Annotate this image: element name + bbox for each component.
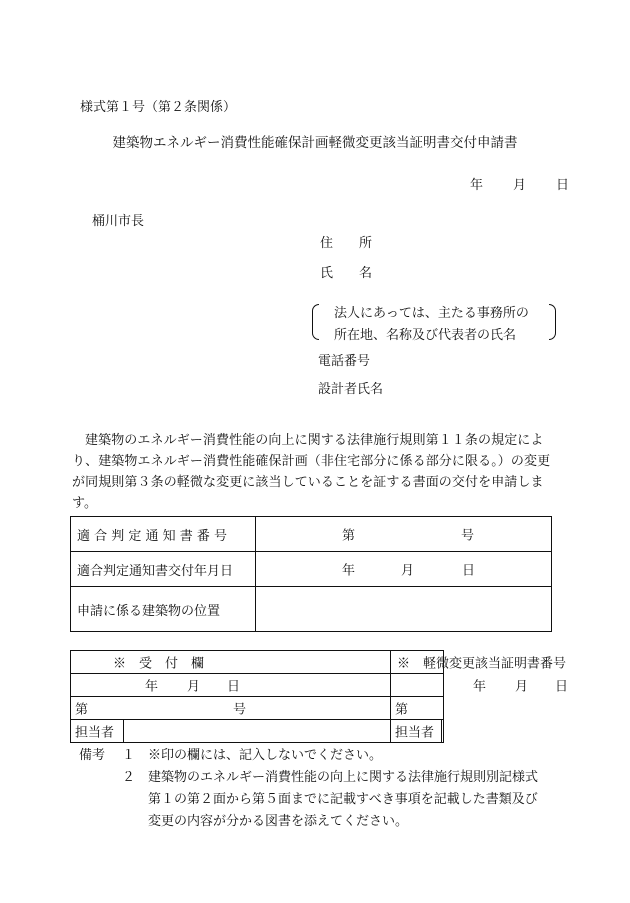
left-bracket [312,304,319,340]
day-label: 日 [227,679,241,695]
table-row [71,587,552,632]
name-label: 氏 名 [320,266,373,281]
notice-date-field[interactable] [256,552,552,587]
date-month-label: 月 [513,178,527,193]
month-label: 月 [401,563,415,579]
building-location-label: 申請に係る建築物の位置 [71,587,256,632]
year-label: 年 [472,679,486,695]
table-row [71,697,444,720]
certificate-number-header-text: ※ 軽微変更該当証明書番号 [396,656,566,672]
addressee: 桶川市長 [92,214,145,229]
corp-note-line2: 所在地、名称及び代表者の氏名 [334,328,517,343]
year-label: 年 [145,679,159,695]
certificate-number-field[interactable] [390,697,443,720]
statement-line2: り、建築物エネルギー消費性能確保計画（非住宅部分に係る部分に限る。）の変更 [72,454,551,469]
dai-label: 第 [342,528,356,544]
statement-line1: 建築物のエネルギー消費性能の向上に関する法律施行規則第１１条の規定によ [85,433,544,448]
application-info-table [70,516,552,632]
certificate-staff-label [390,720,441,743]
note1-number: １ [122,748,136,763]
notice-number-field[interactable] [256,517,552,552]
application-date [470,174,569,193]
corp-note-line1: 法人にあっては、主たる事務所の [334,306,529,321]
reception-header-text: ※ 受 付 欄 [113,656,205,672]
note2-line3: 変更の内容が分かる図書を添えてください。 [148,814,409,829]
staff-label-text: 担当者 [394,725,434,741]
statement-line3: が同規則第３条の軽微な変更に該当していることを証する書面の交付を申請しま [72,475,544,490]
note1-text: ※印の欄には、記入しないでください。 [148,748,383,763]
note2-number: ２ [122,770,136,785]
certificate-staff-field[interactable] [441,720,443,743]
notice-date-label: 適合判定通知書交付年月日 [71,552,256,587]
building-location-field[interactable] [256,587,552,632]
office-use-table [70,650,568,743]
date-year-label: 年 [470,178,484,193]
dai-label: 第 [75,702,89,718]
day-label: 日 [462,563,476,579]
address-label: 住 所 [320,236,373,251]
month-label: 月 [514,679,528,695]
dai-label: 第 [394,702,408,718]
reception-staff-label [71,720,124,743]
statement-line4: す。 [72,496,98,511]
certificate-number-header [390,651,566,674]
note2-line2: 第１の第２面から第５面までに記載すべき事項を記載した書類及び [148,792,538,807]
application-statement [72,430,558,514]
date-day-label: 日 [556,178,570,193]
year-label: 年 [342,563,356,579]
designer-label: 設計者氏名 [318,382,384,397]
form-number: 様式第１号（第２条関係） [80,100,237,115]
phone-label: 電話番号 [318,354,371,369]
right-bracket [549,304,556,340]
page-title: 建築物エネルギー消費性能確保計画軽微変更該当証明書交付申請書 [112,135,518,151]
reception-date-field[interactable] [71,674,391,697]
go-label: 号 [233,702,247,718]
notice-number-label: 適 合 判 定 通 知 書 番 号 [71,517,256,552]
note2-line1: 建築物のエネルギー消費性能の向上に関する法律施行規則別記様式 [148,770,539,785]
table-row [71,552,552,587]
corporation-note [312,298,556,344]
reception-staff-field[interactable] [124,720,391,743]
table-row [71,517,552,552]
month-label: 月 [187,679,201,695]
reception-number-field[interactable] [71,697,391,720]
reception-header [71,651,391,674]
table-row [71,651,444,674]
staff-label-text: 担当者 [75,725,115,741]
go-label: 号 [461,528,475,544]
table-row [71,720,444,743]
certificate-date-field[interactable] [390,674,568,697]
notes-label: 備考 [79,748,106,763]
day-label: 日 [554,679,568,695]
table-row [71,674,444,697]
